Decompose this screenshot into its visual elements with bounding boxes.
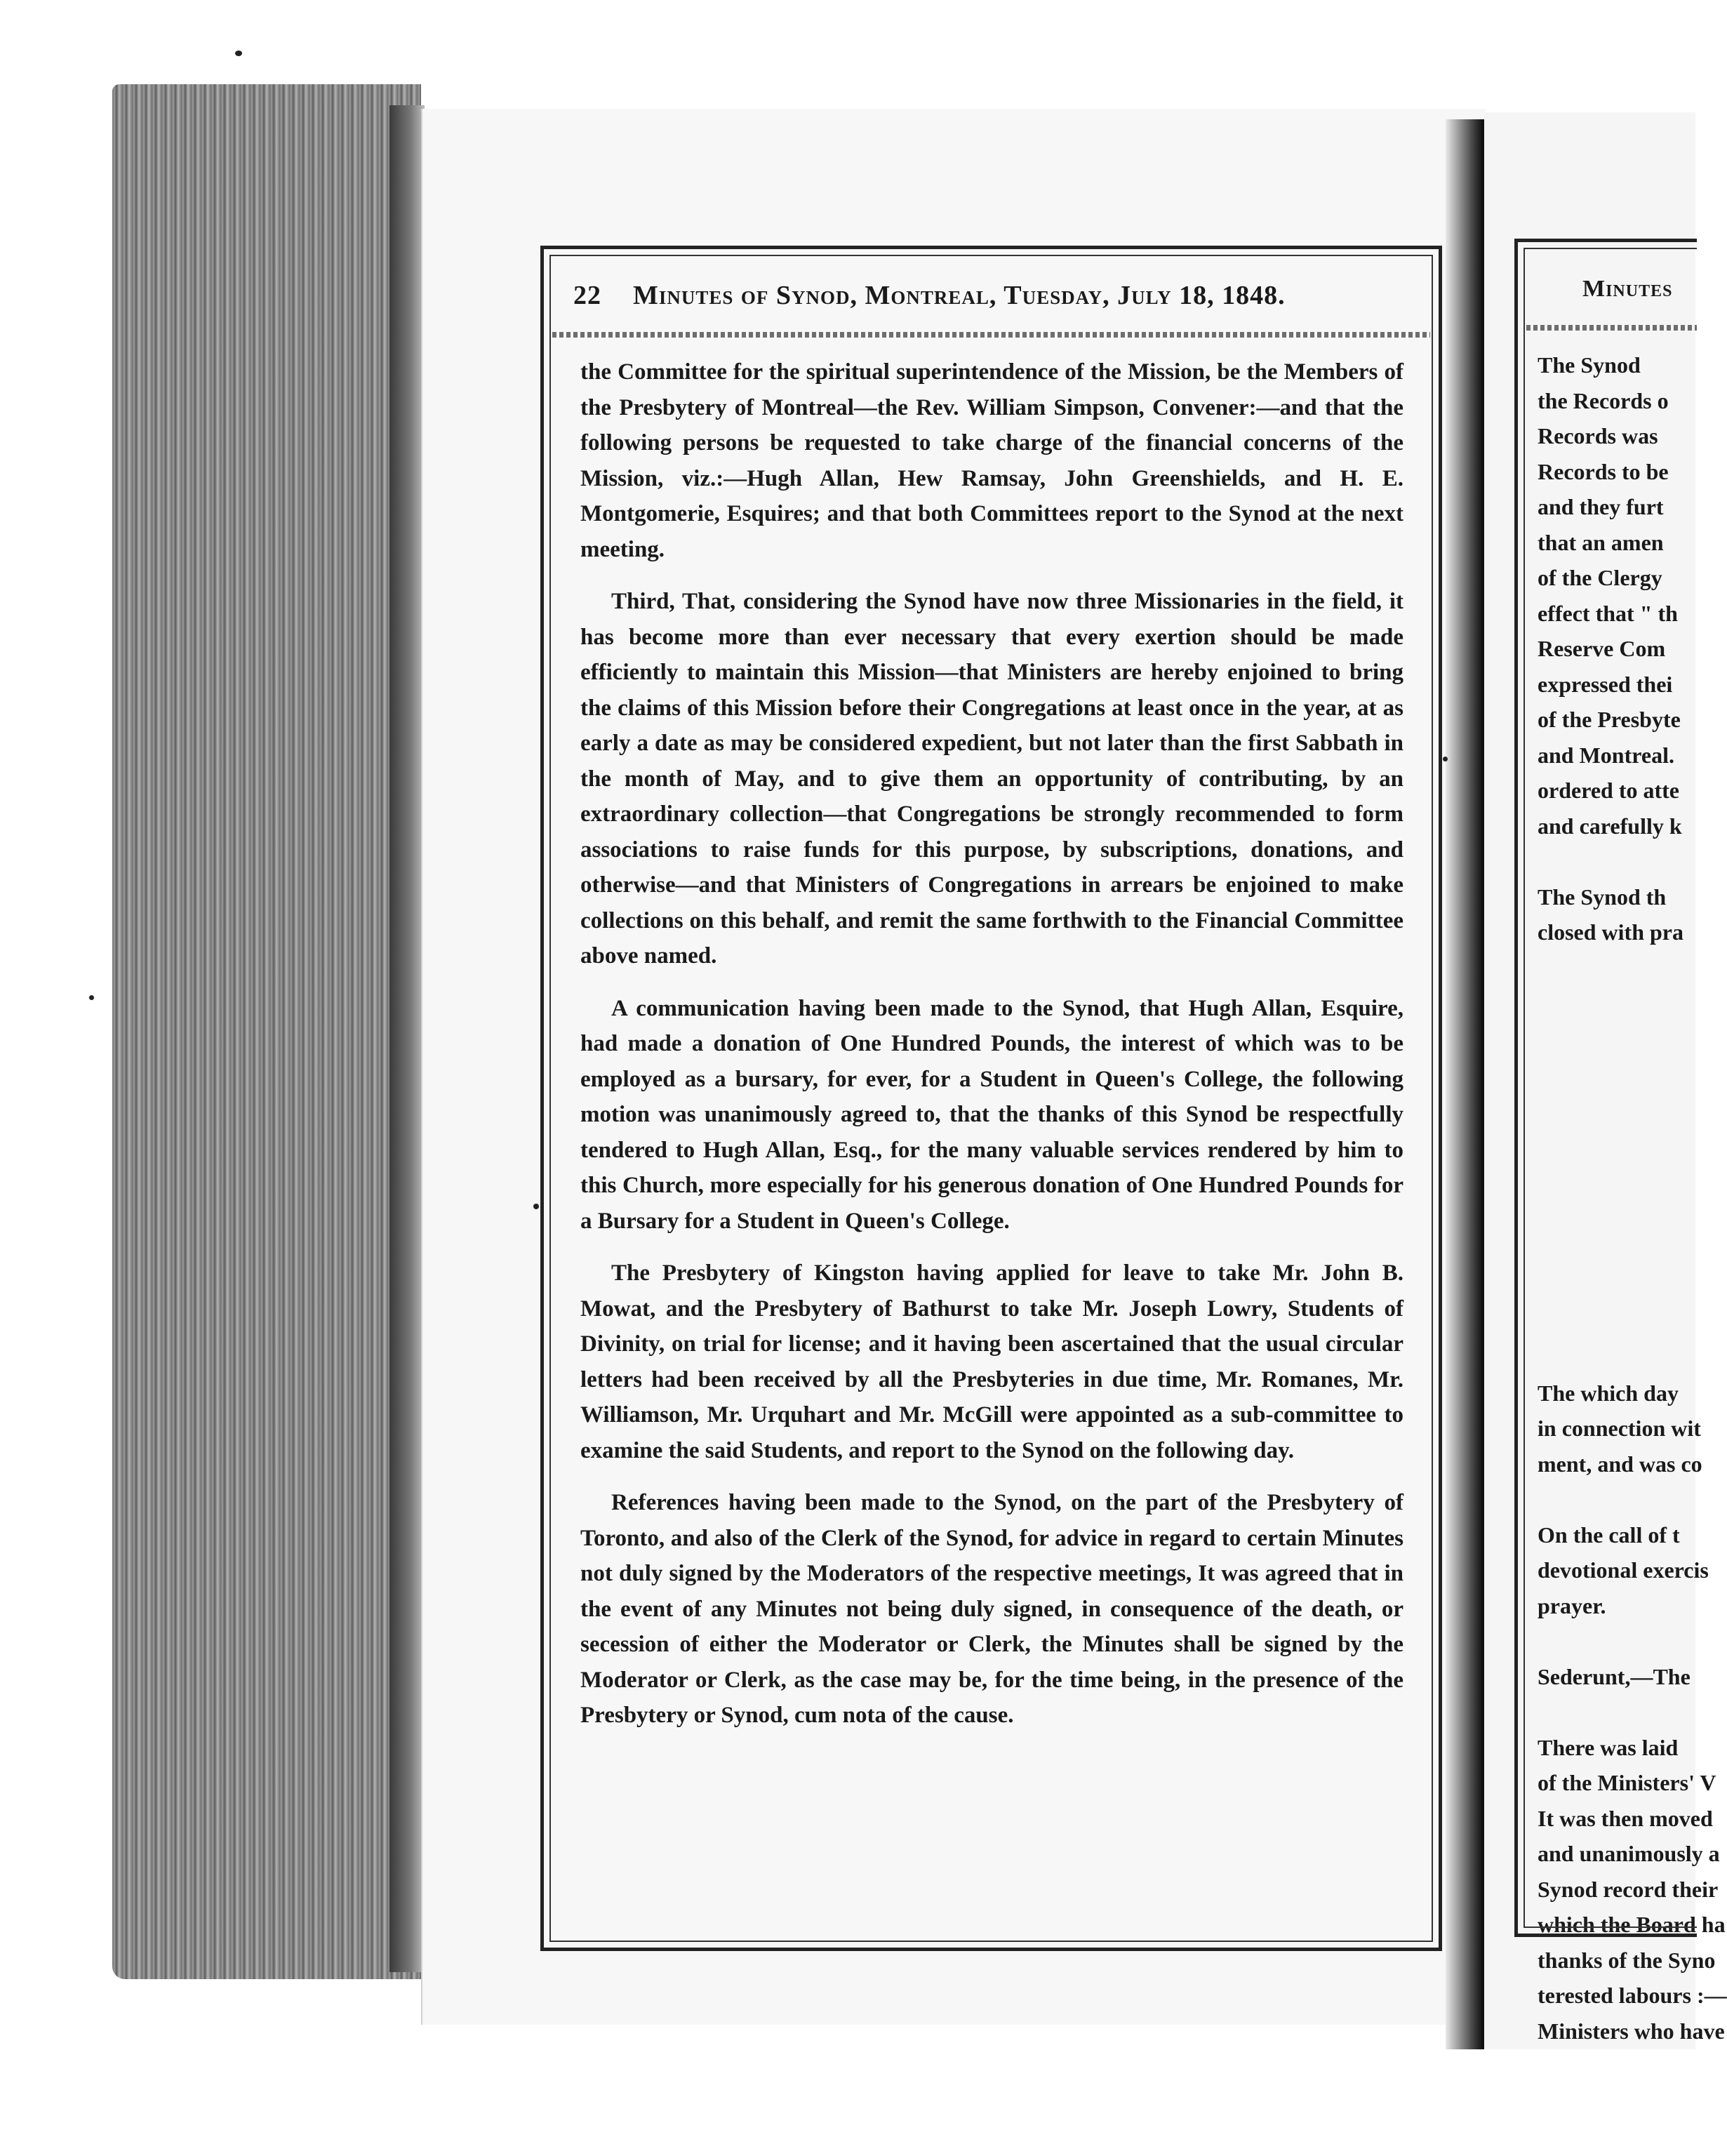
right-page-line: The Synod th xyxy=(1538,884,1667,910)
right-page-line: prayer. xyxy=(1538,1592,1606,1618)
book-spine-shadow xyxy=(389,105,425,1972)
paragraph: Third, That, considering the Synod have now three Missionaries in the field, it has become more than ever necessary that every exertion should be made efficiently to maintain this Mission—that Ministers are hereby enjoined to bring the claims of this Mission before their Congregations at least once in the year, at as early a date as may be considered expedient, but not later than the first Sabbath in the month of May, and to give them an opportunity of contributing, by an extraordinary collection—that Congregations be strongly recommended to form associations to raise funds for this purpose, by subscriptions, donations, and otherwise—and that Ministers of Congregations in arrears be enjoined to make collections on this behalf, and remit the same forthwith to the Financial Committee above named. xyxy=(580,589,1403,969)
book-page-edges xyxy=(112,84,421,1979)
right-page-line: On the call of t xyxy=(1538,1522,1680,1548)
right-page-line: ment, and was co xyxy=(1538,1451,1702,1477)
right-page-line xyxy=(1538,1623,1706,1659)
right-running-head: Minutes xyxy=(1582,276,1673,302)
right-page-line xyxy=(1538,1269,1706,1305)
right-page-line: of the Ministers' V xyxy=(1538,1770,1716,1795)
right-page-line: Ministers who have xyxy=(1538,2018,1725,2044)
right-page-line: of the Presbyte xyxy=(1538,707,1681,732)
right-page-line: Synod record their xyxy=(1538,1876,1719,1902)
right-page-line: the Records o xyxy=(1538,387,1669,413)
right-page-line: devotional exercis xyxy=(1538,1557,1709,1583)
dust-speck xyxy=(89,995,94,1000)
paragraph: The Presbytery of Kingston having applied for leave to take Mr. John B. Mowat, and the Presbytery of Bathurst to take Mr. Joseph Lowry, Students of Divinity, on trial for license; and it having been ascertained that the usual circular letters had been received by all the Presbyteries in due time, Mr. Romanes, Mr. Williamson, Mr. Urquhart and Mr. McGill were appointed as a sub-committee to examine the said Students, and report to the Synod on the following day. xyxy=(580,1260,1403,1463)
right-page-line: The which day xyxy=(1538,1380,1679,1406)
right-text-frame xyxy=(1514,239,1727,2044)
right-page-line: There was laid xyxy=(1538,1734,1679,1760)
right-page-line: that an amen xyxy=(1538,529,1664,555)
right-page-body xyxy=(1538,347,1727,2049)
right-page-line xyxy=(1538,1234,1706,1270)
right-page-line: Records to be xyxy=(1538,458,1669,484)
right-page-line: Reserve Com xyxy=(1538,636,1666,661)
right-page-line xyxy=(1538,985,1706,1021)
right-page-line xyxy=(1538,1694,1706,1730)
decorative-rule xyxy=(1526,325,1697,331)
right-page-line xyxy=(1538,1021,1706,1057)
right-page-line xyxy=(1538,1127,1706,1163)
right-page-line: Records was xyxy=(1538,423,1658,448)
right-page-line: Sederunt,—The xyxy=(1538,1663,1691,1689)
right-page-line xyxy=(1538,1340,1706,1376)
right-page-line xyxy=(1538,1163,1706,1199)
page-body xyxy=(580,354,1403,1750)
paragraph: References having been made to the Synod, on the part of the Presbytery of Toronto, and also of the Clerk of the Synod, for advice in regard to certain Minutes not duly signed by the Moderators of the respective meetings, It was agreed that in the event of any Minutes not being duly signed, in consequence of the death, or secession of either the Moderator or Clerk, the Minutes shall be signed by the Moderator or Clerk, as the case may be, for the time being, in the presence of the Presbytery or Synod, cum nota of the cause. xyxy=(580,1490,1403,1728)
paragraph: the Committee for the spiritual superintendence of the Mission, be the Members of the Presbytery of Montreal—the Rev. William Simpson, Convener:—and that the following persons be requested to take charge of the financial concerns of the Mission, viz.:—Hugh Allan, Hew Ramsay, John Greenshields, and H. E. Montgomerie, Esquires; and that both Committees report to the Synod at the next meeting. xyxy=(580,359,1403,562)
right-page-line: and carefully k xyxy=(1538,813,1682,839)
right-page-line xyxy=(1538,1305,1706,1340)
decorative-rule xyxy=(552,332,1430,338)
right-page-line: and Montreal. xyxy=(1538,742,1674,768)
running-head xyxy=(573,280,1411,322)
right-page-line xyxy=(1538,1092,1706,1128)
right-page-line: expressed thei xyxy=(1538,671,1673,697)
dust-speck xyxy=(1443,757,1448,761)
right-page-line: terested labours :— xyxy=(1538,1983,1727,2008)
right-page-line: closed with pra xyxy=(1538,919,1683,945)
right-page-line: The Synod xyxy=(1538,352,1641,378)
right-page-line: and unanimously a xyxy=(1538,1841,1720,1866)
right-page-line xyxy=(1538,1198,1706,1234)
right-page-line: ordered to atte xyxy=(1538,778,1679,803)
right-page-line: which the Board ha xyxy=(1538,1912,1726,1937)
paragraph: A communication having been made to the Synod, that Hugh Allan, Esquire, had made a donation of One Hundred Pounds, the interest of which was to be employed as a bursary, for ever, for a Student in Queen's College, the following motion was unanimously agreed to, that the thanks of this Synod be respectfully tendered to Hugh Allan, Esq., for the many valuable services rendered by him to this Church, more especially for his generous donation of One Hundred Pounds for a Bursary for a Student in Queen's College. xyxy=(580,995,1403,1234)
right-page-line: and they furt xyxy=(1538,494,1664,519)
right-page-line xyxy=(1538,1056,1706,1092)
right-page-line: thanks of the Syno xyxy=(1538,1947,1716,1973)
page-number: 22 xyxy=(573,281,601,310)
dust-speck xyxy=(235,51,242,56)
running-head-title: Minutes of Synod, Montreal, Tuesday, July 18, 1848. xyxy=(633,281,1286,310)
right-page-line: of the Clergy xyxy=(1538,565,1662,590)
right-page-line: in connection wit xyxy=(1538,1416,1701,1441)
left-text-frame xyxy=(540,246,1442,1951)
dust-speck xyxy=(533,1204,539,1209)
right-page-line: It was then moved xyxy=(1538,1805,1713,1831)
right-page-line: effect that " th xyxy=(1538,600,1678,626)
right-page-line xyxy=(1538,950,1706,986)
right-page-line xyxy=(1538,844,1706,879)
right-page-line xyxy=(1538,1482,1706,1517)
